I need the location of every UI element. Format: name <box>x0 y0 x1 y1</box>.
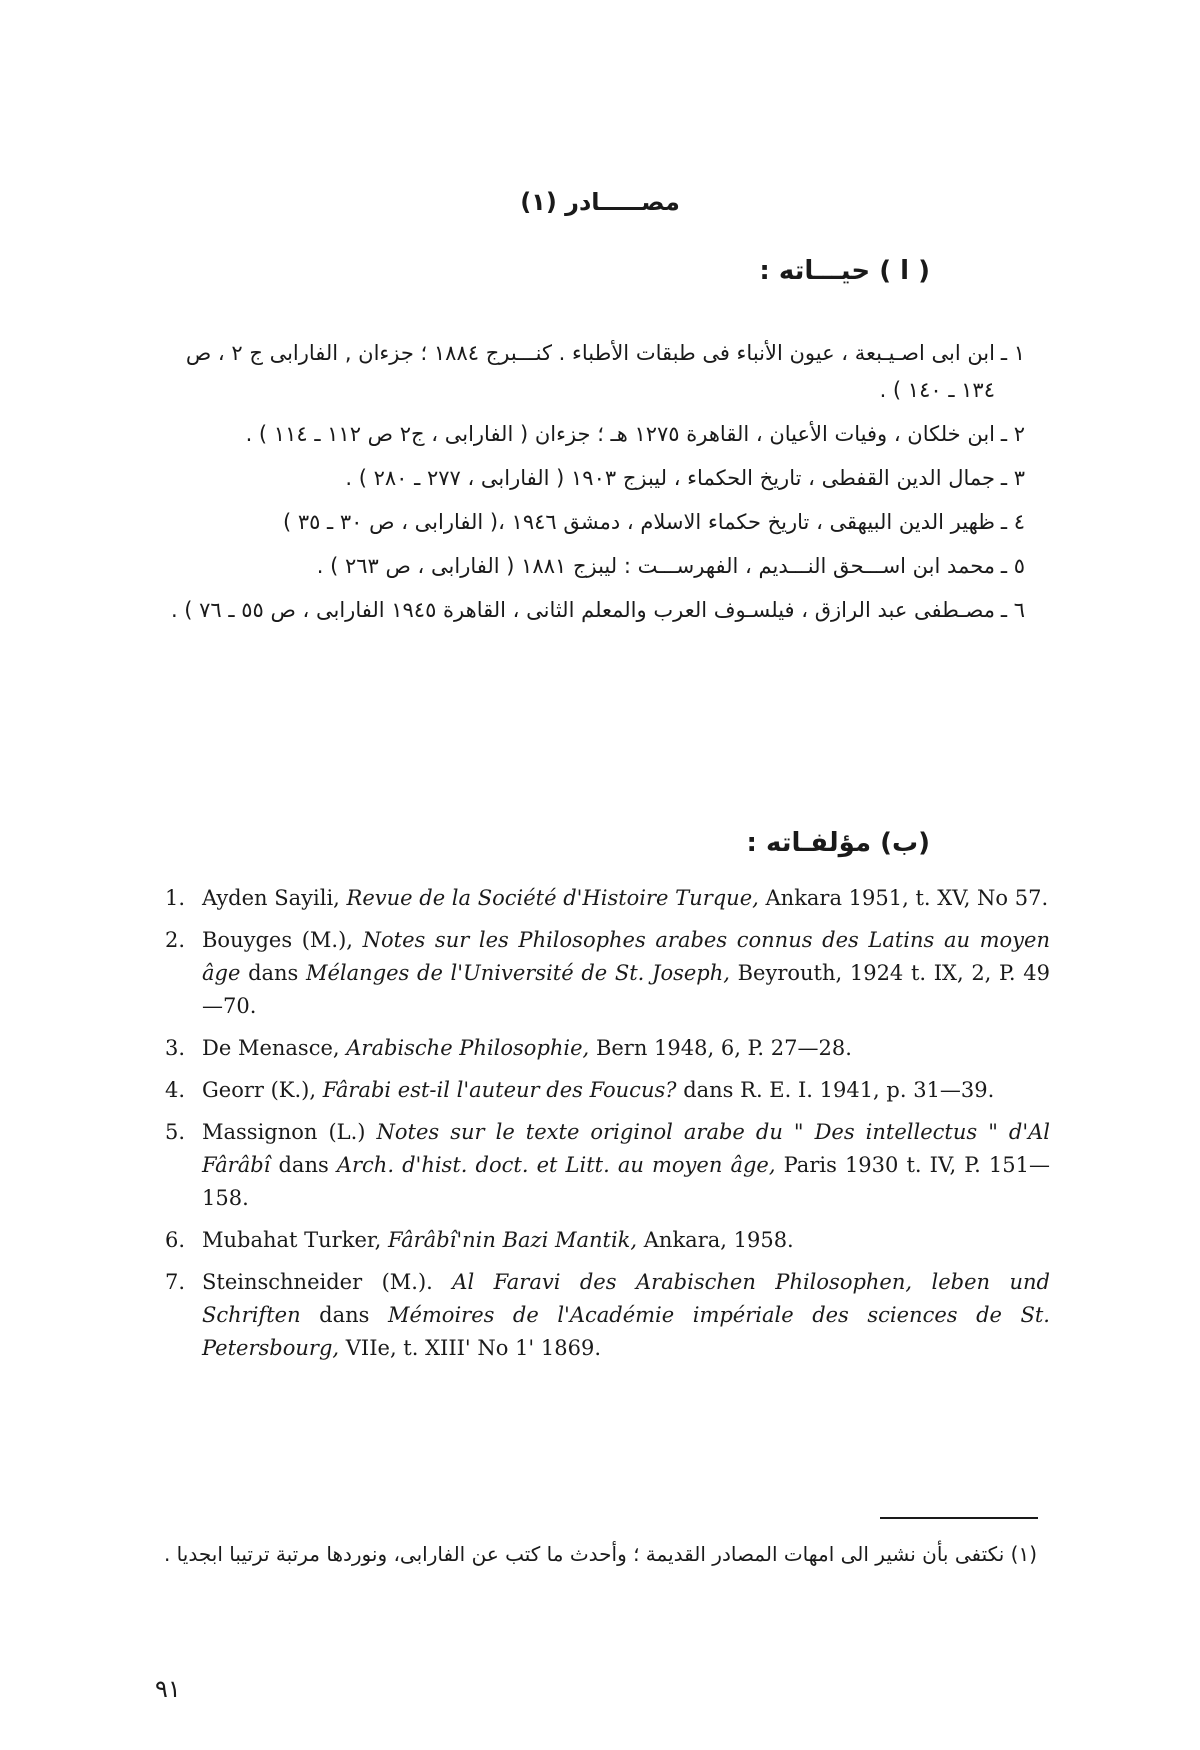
bibliography-item <box>150 882 1050 915</box>
arabic-source-item <box>155 460 1025 497</box>
item-connector: dans <box>248 961 299 985</box>
item-title: Notes sur les Philosophes arabes connus des Latins au moyen âge <box>202 928 1050 985</box>
page-title: مصـــــادر (١) <box>520 188 680 216</box>
item-text: ابن خلكان ، وفيات الأعيان ، القاهرة ١٢٧٥ هـ ؛ جزءان ( الفارابى ، ج٢ ص ١١٢ ـ ١١٤ ) . <box>245 422 995 446</box>
item-title-secondary: Mémoires de l'Académie impériale des sciences de St. Petersbourg, <box>202 1303 1050 1360</box>
item-author: Massignon (L.) <box>202 1120 366 1144</box>
bibliography-item <box>150 924 1050 1023</box>
item-details: Beyrouth, 1924 t. IX, 2, P. 49—70. <box>202 961 1050 1018</box>
arabic-source-list <box>155 335 1025 636</box>
item-author: Bouyges (M.), <box>202 928 353 952</box>
item-connector: dans <box>319 1303 370 1327</box>
item-number: 1. <box>165 886 186 910</box>
item-author: De Menasce, <box>202 1036 340 1060</box>
item-details: Paris 1930 t. IV, P. 151—158. <box>202 1153 1050 1210</box>
item-details: Ankara, 1958. <box>643 1228 794 1252</box>
item-number: ١ ـ <box>1000 341 1025 365</box>
arabic-source-item <box>155 548 1025 585</box>
item-number: ٢ ـ <box>1000 422 1025 446</box>
item-details: dans R. E. I. 1941, p. 31—39. <box>683 1078 995 1102</box>
item-details: VIIe, t. XIII' No 1' 1869. <box>345 1336 601 1360</box>
item-number: 5. <box>165 1120 186 1144</box>
bibliography-item <box>150 1032 1050 1065</box>
item-title-secondary: Arch. d'hist. doct. et Litt. au moyen âge, <box>336 1153 776 1177</box>
item-text: مصـطفى عبد الرازق ، فيلسـوف العرب والمعلم الثانى ، القاهرة ١٩٤٥ الفارابى ، ص ٥٥ ـ ٧٦ ) . <box>170 598 995 622</box>
bibliography-item <box>150 1224 1050 1257</box>
item-author: Georr (K.), <box>202 1078 317 1102</box>
item-number: ٤ ـ <box>1000 510 1025 534</box>
item-title: Revue de la Société d'Histoire Turque, <box>346 886 759 910</box>
item-number: 6. <box>165 1228 186 1252</box>
item-number: 4. <box>165 1078 186 1102</box>
item-text: ظهير الدين البيهقى ، تاريخ حكماء الاسلام ، دمشق ١٩٤٦ ،( الفارابى ، ص ٣٠ ـ ٣٥ ) <box>282 510 995 534</box>
footnote: (١) نكتفى بأن نشير الى امهات المصادر القديمة ؛ وأحدث ما كتب عن الفارابى، ونوردها مرتبة ترتيبا ابجديا . <box>163 1542 1037 1566</box>
item-title: Al Faravi des Arabischen Philosophen, leben und Schriften <box>202 1270 1050 1327</box>
arabic-source-item <box>155 335 1025 409</box>
item-author: Mubahat Turker, <box>202 1228 382 1252</box>
item-number: ٥ ـ <box>1000 554 1025 578</box>
section-a-heading: ( ا ) حيـــاته : <box>759 256 930 286</box>
item-title: Arabische Philosophie, <box>346 1036 590 1060</box>
item-details: Bern 1948, 6, P. 27—28. <box>595 1036 852 1060</box>
page-number: ٩١ <box>155 1675 181 1703</box>
item-author: Steinschneider (M.). <box>202 1270 433 1294</box>
item-title: Fârabi est-il l'auteur des Foucus? <box>322 1078 677 1102</box>
item-text: جمال الدين القفطى ، تاريخ الحكماء ، ليبزج ١٩٠٣ ( الفارابى ، ٢٧٧ ـ ٢٨٠ ) . <box>345 466 995 490</box>
item-number: ٣ ـ <box>1000 466 1025 490</box>
item-number: 7. <box>165 1270 186 1294</box>
item-number: 2. <box>165 928 186 952</box>
item-title: Fârâbî'nin Bazi Mantik, <box>387 1228 638 1252</box>
bibliography-item <box>150 1074 1050 1107</box>
item-number: 3. <box>165 1036 186 1060</box>
arabic-source-item <box>155 592 1025 629</box>
item-title: Notes sur le texte originol arabe du " Des intellectus " d'Al Fârâbî <box>202 1120 1050 1177</box>
item-number: ٦ ـ <box>1000 598 1025 622</box>
bibliography-list <box>150 882 1050 1374</box>
arabic-source-item <box>155 504 1025 541</box>
arabic-source-item <box>155 416 1025 453</box>
item-text: محمد ابن اســـحق النـــديم ، الفهرســـت : ليبزج ١٨٨١ ( الفارابى ، ص ٢٦٣ ) . <box>316 554 995 578</box>
item-author: Ayden Sayili, <box>202 886 340 910</box>
bibliography-item <box>150 1266 1050 1365</box>
footnote-divider <box>880 1517 1038 1519</box>
item-details: Ankara 1951, t. XV, No 57. <box>765 886 1049 910</box>
item-connector: dans <box>278 1153 329 1177</box>
section-b-heading: (ب) مؤلفـاته : <box>746 828 930 858</box>
item-title-secondary: Mélanges de l'Université de St. Joseph, <box>306 961 730 985</box>
bibliography-item <box>150 1116 1050 1215</box>
item-text: ابن ابى اصـيـبعة ، عيون الأنباء فى طبقات الأطباء . كنـــبرج ١٨٨٤ ؛ جزءان , الفارابى ج ٢ ، ص ١٣٤ ـ ١٤٠ ) . <box>185 341 995 402</box>
